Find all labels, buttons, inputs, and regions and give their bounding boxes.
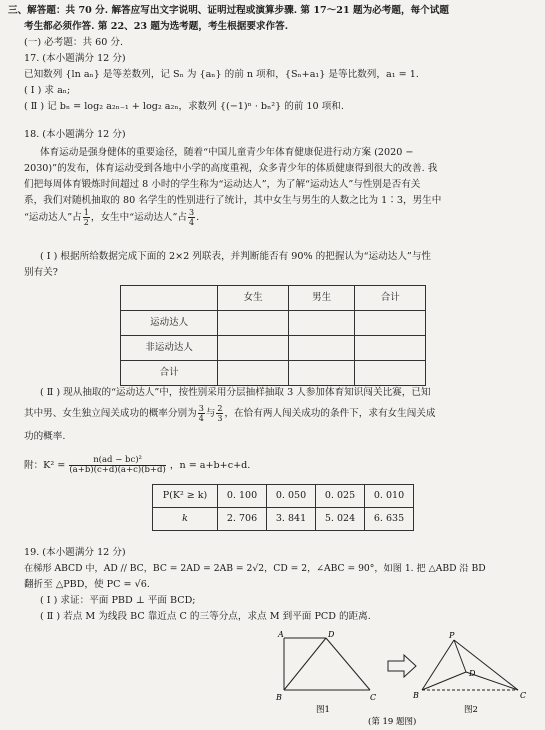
- segment-DC: [326, 638, 370, 690]
- fraction-denominator: 4: [198, 414, 204, 423]
- q18-part2-end: 功的概率.: [24, 431, 66, 442]
- q18-line5: [24, 208, 199, 227]
- table-header-cell: [121, 286, 218, 311]
- label-B2: B: [413, 691, 419, 700]
- label-B: B: [276, 693, 282, 702]
- fraction-numerator: 1: [83, 208, 89, 217]
- label-D: D: [328, 630, 335, 639]
- label-A: A: [278, 630, 284, 639]
- fraction-three-quarters: [188, 208, 195, 227]
- kt-cell: 0. 100: [218, 485, 267, 508]
- table-header-cell: 男生: [288, 286, 355, 311]
- figure-1-label: 图1: [316, 705, 330, 715]
- kt-cell: P(K² ≥ k): [153, 485, 218, 508]
- q19-part2: ( Ⅱ ) 若点 M 为线段 BC 靠近点 C 的三等分点，求点 M 到平面 PCD 的距离.: [40, 611, 371, 622]
- fraction-numerator: 3: [198, 404, 204, 413]
- q18-part2-text-c: ，在恰有两人闯关成功的条件下，求有女生闯关成: [224, 408, 436, 419]
- segment-PB: [422, 640, 454, 690]
- q19-part1: ( Ⅰ ) 求证：平面 PBD ⊥ 平面 BCD;: [40, 595, 196, 606]
- kt-cell: 3. 841: [267, 508, 316, 531]
- critical-value-table: [152, 484, 414, 531]
- fraction-two-thirds: [216, 404, 223, 423]
- fraction-three-quarters-b: [198, 404, 205, 423]
- formula-denominator: (a+b)(c+d)(a+c)(b+d): [69, 465, 166, 475]
- table-cell: [218, 361, 288, 386]
- table-cell: [288, 336, 355, 361]
- q18-part1-cont: 别有关?: [24, 267, 58, 278]
- q18-line5-c: .: [196, 212, 200, 223]
- q19-stem: 在梯形 ABCD 中，AD // BC，BC = 2AD = 2AB = 2√2，CD = 2，∠ABC = 90°，如图 1. 把 △ABD 沿 BD: [24, 563, 486, 574]
- kt-cell: k: [153, 508, 218, 531]
- table-cell: [355, 336, 426, 361]
- table-row-label: 运动达人: [121, 311, 218, 336]
- q18-part1: ( Ⅰ ) 根据所给数据完成下面的 2×2 列联表，并判断能否有 90% 的把握认为“运动达人”与性: [40, 251, 432, 262]
- kt-cell: 5. 024: [316, 508, 365, 531]
- q19-heading: 19. (本小题满分 12 分): [24, 547, 126, 558]
- fraction-numerator: 2: [217, 404, 223, 413]
- chi-square-formula: [24, 456, 250, 475]
- q18-heading: 18. (本小题满分 12 分): [24, 129, 126, 140]
- q17-heading: 17. (本小题满分 12 分): [24, 53, 126, 64]
- section-title-cont: 考生都必须作答. 第 22、23 题为选考题，考生根据要求作答.: [24, 21, 289, 32]
- q18-line5-b: ，女生中“运动达人”占: [90, 212, 188, 223]
- table-cell: [288, 311, 355, 336]
- label-C: C: [370, 693, 377, 702]
- formula-fraction: [69, 456, 165, 475]
- q17-part1: ( Ⅰ ) 求 aₙ;: [24, 85, 71, 96]
- formula-suffix: ，n = a+b+c+d.: [169, 460, 251, 471]
- kt-cell: 0. 010: [365, 485, 414, 508]
- arrow-icon: [388, 655, 416, 677]
- segment-BD: [422, 672, 466, 690]
- table-row-label: 合计: [121, 361, 218, 386]
- required-heading: (一) 必考题：共 60 分.: [24, 37, 124, 48]
- figure-caption: (第 19 题图): [368, 717, 417, 726]
- formula-prefix: 附：K² =: [24, 460, 66, 471]
- table-cell: [218, 336, 288, 361]
- label-C2: C: [520, 691, 527, 700]
- segment-BD: [284, 638, 326, 690]
- label-D2: D: [469, 669, 476, 678]
- table-header-cell: 合计: [355, 286, 426, 311]
- table-cell: [355, 361, 426, 386]
- q18-part2-cont: [24, 404, 436, 423]
- q18-line3: 们把每周体育锻炼时间超过 8 小时的学生称为“运动达人”，为了解“运动达人”与性别是否有关: [24, 179, 421, 190]
- formula-numerator: n(ad − bc)²: [69, 456, 165, 466]
- q18-line4: 系，我们对随机抽取的 80 名学生的性别进行了统计，其中女生与男生的人数之比为 1∶3，男生中: [24, 195, 442, 206]
- q17-stem: 已知数列 {ln aₙ} 是等差数列，记 Sₙ 为 {aₙ} 的前 n 项和，{Sₙ+a₁} 是等比数列，a₁ = 1.: [24, 69, 419, 80]
- table-cell: [218, 311, 288, 336]
- q19-figures: [270, 628, 535, 726]
- fraction-denominator: 4: [189, 218, 195, 227]
- q18-line1: 体育运动是强身健体的重要途径，随着“中国儿童青少年体育健康促进行动方案 (2020 −: [40, 147, 414, 158]
- q18-line2: 2030)”的发布，体育运动受到各地中小学的高度重视，众多青少年的体质健康得到很大的改善. 我: [24, 163, 438, 174]
- figure-2-label: 图2: [464, 705, 478, 715]
- section-title: 三、解答题：共 70 分. 解答应写出文字说明、证明过程或演算步骤. 第 17～21 题为必考题，每个试题: [8, 5, 449, 16]
- q18-part2-text-b: 与: [205, 408, 216, 419]
- figure-2-tetrahedron: [422, 640, 518, 690]
- kt-cell: 0. 050: [267, 485, 316, 508]
- kt-cell: 0. 025: [316, 485, 365, 508]
- table-header-cell: 女生: [218, 286, 288, 311]
- q18-part2: ( Ⅱ ) 现从抽取的“运动达人”中，按性别采用分层抽样抽取 3 人参加体育知识闯关比赛，已知: [40, 387, 431, 398]
- label-P: P: [449, 631, 455, 640]
- q17-part2: ( Ⅱ ) 记 bₙ = log₂ a₂ₙ₋₁ + log₂ a₂ₙ，求数列 {(−1)ⁿ · bₙ²} 的前 10 项和.: [24, 101, 344, 112]
- fraction-half: [83, 208, 90, 227]
- fraction-denominator: 3: [217, 414, 223, 423]
- fraction-denominator: 2: [83, 218, 89, 227]
- table-cell: [355, 311, 426, 336]
- table-cell: [288, 361, 355, 386]
- kt-cell: 6. 635: [365, 508, 414, 531]
- q19-stem-cont: 翻折至 △PBD，使 PC = √6.: [24, 579, 150, 590]
- q18-line5-a: “运动达人”占: [24, 212, 82, 223]
- contingency-table: [120, 285, 426, 386]
- figure-1-trapezoid: [284, 638, 370, 690]
- table-row-label: 非运动达人: [121, 336, 218, 361]
- fraction-numerator: 3: [189, 208, 195, 217]
- q18-part2-text-a: 其中男、女生独立闯关成功的概率分别为: [24, 408, 197, 419]
- kt-cell: 2. 706: [218, 508, 267, 531]
